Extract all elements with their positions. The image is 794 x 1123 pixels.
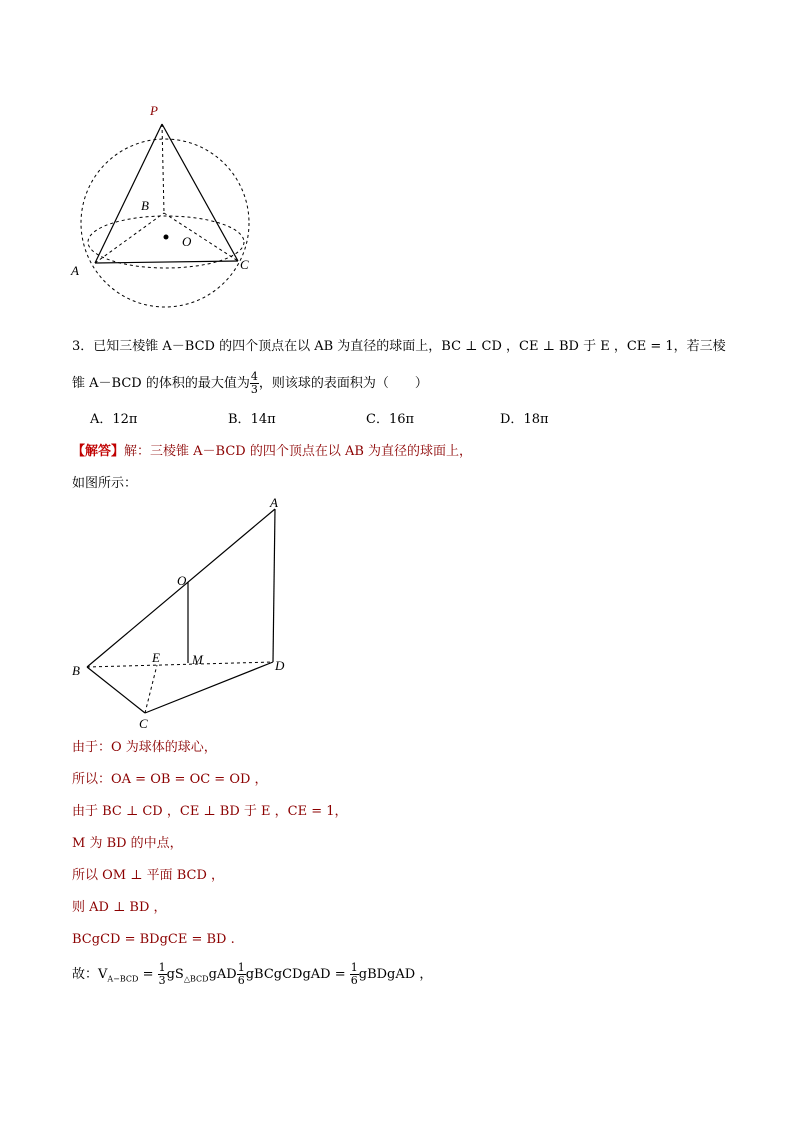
segment-AD [273,509,275,662]
label-D2: D [275,658,285,673]
final-mid-1: gS [166,967,184,982]
answer-tag: 【解答】 [72,444,125,459]
final-mid-3: gBCgCDgAD = [245,967,350,982]
option-d-value: 18π [523,412,549,427]
label-A2: A [270,495,278,510]
question-line-2-after: ，则该球的表面积为（ ） [258,376,428,391]
option-b-value: 14π [250,412,276,427]
question-line-1: 3．已知三棱锥 A－BCD 的四个顶点在以 AB 为直径的球面上，BC ⊥ CD ，CE ⊥ BD 于 E ，CE = 1，若三棱 [72,339,726,354]
final-mid-4: gBDgAD ， [358,967,433,982]
final-prefix: 故：V [72,967,108,982]
segment-CE [145,665,157,713]
label-E2: E [152,650,160,665]
final-eq-1: = [138,967,158,982]
solution-line-1: 由于：O 为球体的球心， [72,740,217,755]
option-b-letter: B． [228,412,251,427]
equator-ellipse [88,216,244,268]
option-a [90,411,137,429]
figure-solution-diagram [60,495,310,735]
edge-PC [162,124,238,261]
label-A: A [71,263,79,278]
segment-BC [87,667,145,713]
f3-den: 6 [350,974,358,987]
segment-BA [87,509,275,667]
label-O: O [182,234,192,249]
f1-num: 1 [158,961,166,974]
option-c-letter: C． [366,412,389,427]
fraction-numerator: 4 [250,370,258,383]
label-P: P [150,103,158,118]
edge-BC [164,213,238,261]
option-d [500,411,549,429]
fraction-1-3 [158,962,167,987]
label-B: B [141,198,149,213]
option-a-value: 12π [112,412,138,427]
f1-den: 3 [158,974,166,987]
final-sub-1: A−BCD [107,974,139,984]
fraction-1-6-b [350,962,359,987]
figure-sphere-tetrahedron [60,95,270,325]
option-b [228,411,276,429]
option-d-letter: D． [500,412,524,427]
option-a-letter: A． [90,412,113,427]
question-line-2-before: 锥 A－BCD 的体积的最大值为 [72,376,250,391]
question-line-2 [72,367,428,401]
option-c [366,411,414,429]
edge-PB [162,124,164,213]
label-O2: O [177,573,187,588]
label-C: C [240,257,249,272]
f2-den: 6 [237,974,245,987]
center-point-O [164,235,169,240]
as-shown-text: 如图所示： [72,476,138,491]
answer-intro [72,443,472,461]
f2-num: 1 [237,961,245,974]
f3-num: 1 [350,961,358,974]
solution-line-5: 所以 OM ⊥ 平面 BCD ， [72,868,225,883]
final-formula [72,956,432,999]
fraction-4-3 [250,371,259,396]
final-sub-2: △BCD [183,974,209,984]
segment-BD [87,662,273,667]
segment-CD [145,662,273,713]
solution-line-4: M 为 BD 的中点， [72,836,183,851]
label-B2: B [72,663,80,678]
solution-line-6: 则 AD ⊥ BD ， [72,900,167,915]
edge-AB [95,213,164,263]
solution-line-7: BCgCD = BDgCE = BD . [72,932,235,947]
label-M2: M [192,652,203,667]
fraction-denominator: 3 [250,383,258,396]
option-c-value: 16π [388,412,415,427]
edge-AC [95,261,238,263]
label-C2: C [139,716,148,731]
solution-line-3: 由于 BC ⊥ CD ，CE ⊥ BD 于 E ，CE = 1， [72,804,348,819]
fraction-1-6-a [237,962,246,987]
answer-intro-text: 解：三棱锥 A－BCD 的四个顶点在以 AB 为直径的球面上， [124,444,473,459]
edge-PA [95,124,162,263]
final-mid-2: gAD [208,967,237,982]
solution-line-2: 所以：OA = OB = OC = OD ， [72,772,268,787]
sphere-outline [81,139,249,307]
